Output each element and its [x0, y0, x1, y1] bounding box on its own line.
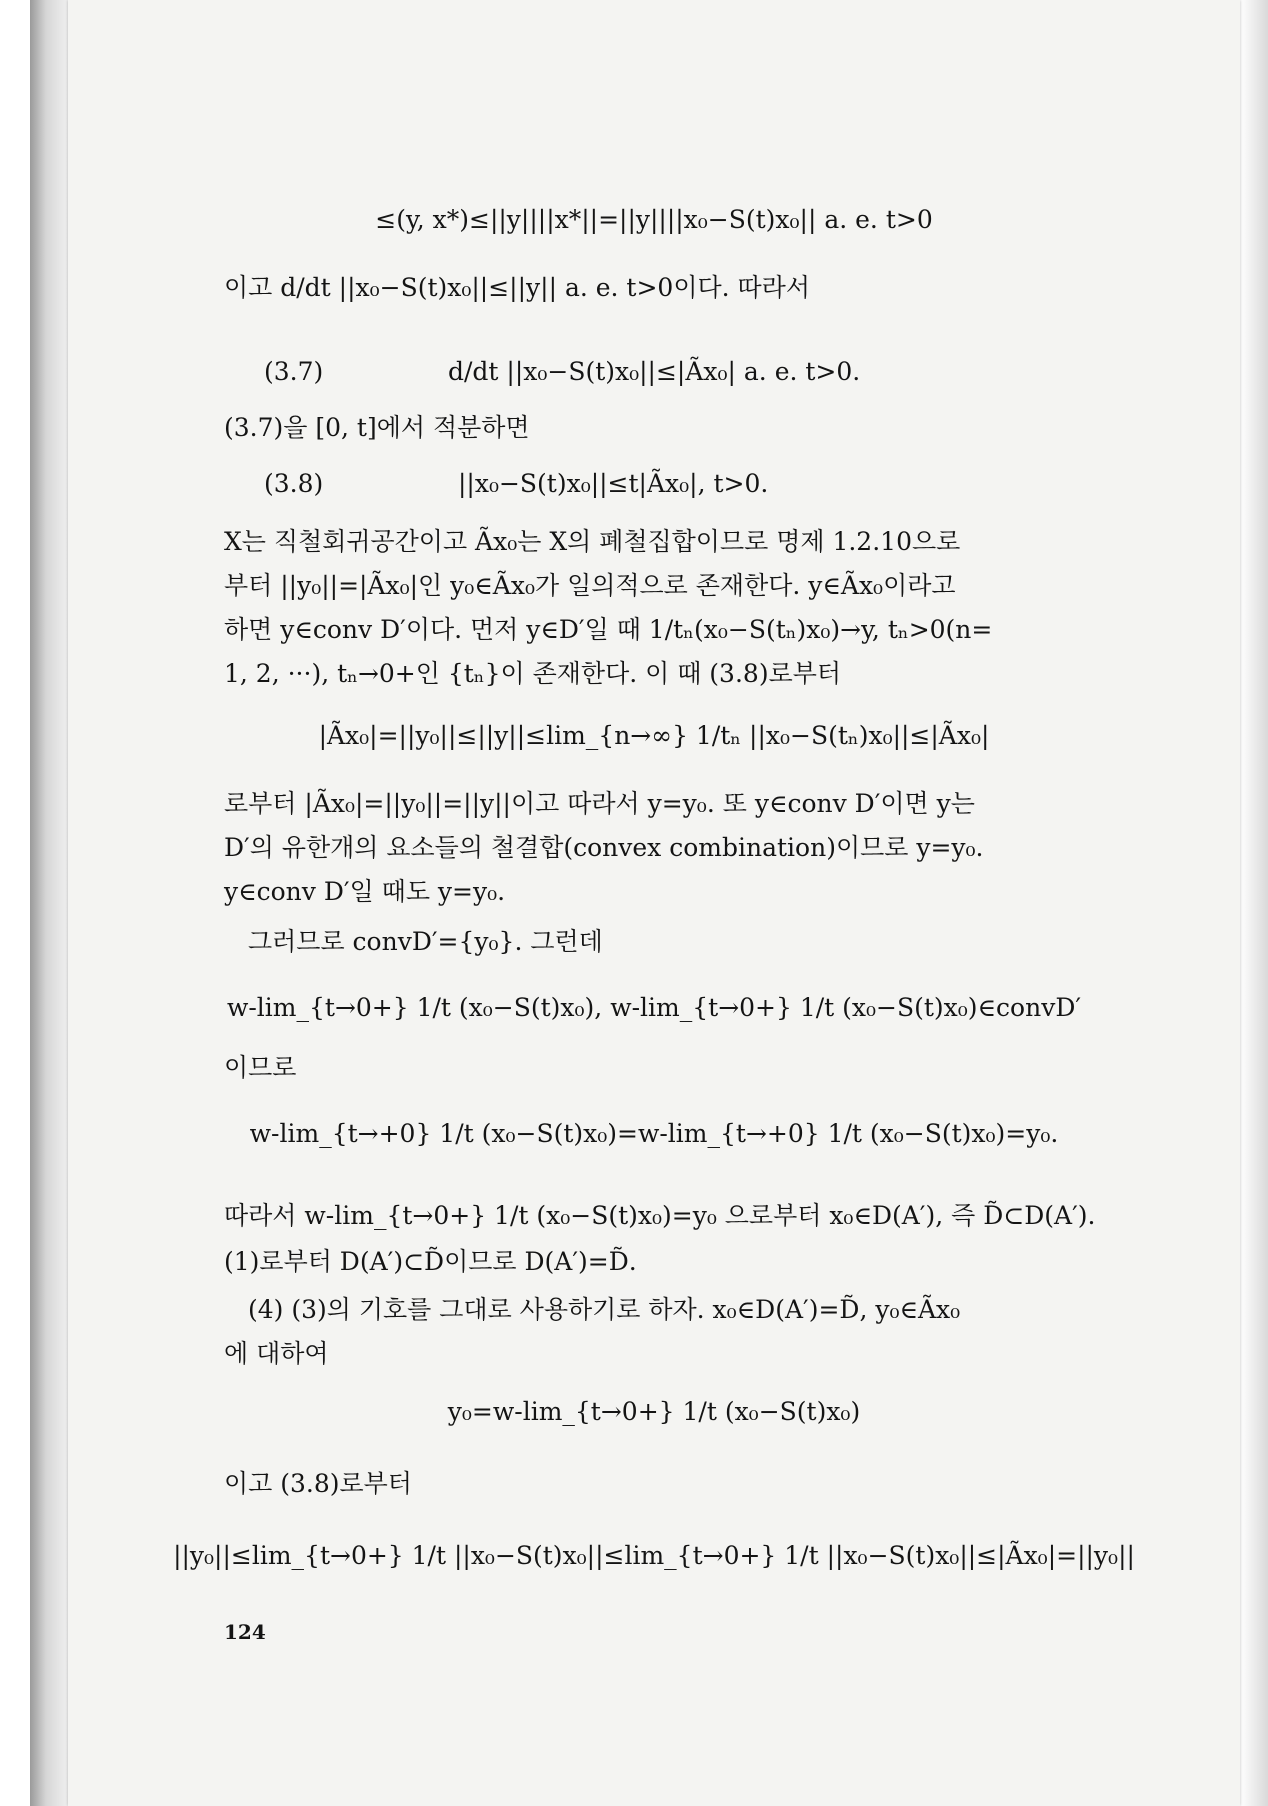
paragraph-line-1: X는 직철회귀공간이고 Ãx₀는 X의 폐철집합이므로 명제 1.2.10으로	[224, 527, 961, 556]
text-line-integrate: (3.7)을 [0, t]에서 적분하면	[224, 413, 530, 442]
book-spine-shadow	[30, 0, 70, 1806]
paragraph-line-8: 그러므로 convD′={y₀}. 그런데	[248, 927, 603, 956]
display-equation-wlim-1: w-lim_{t→0+} 1/t (x₀−S(t)x₀), w-lim_{t→0+} 1/t (x₀−S(t)x₀)∈convD′	[226, 993, 1082, 1022]
paragraph-line-4: 1, 2, ···), tₙ→0+인 {tₙ}이 존재한다. 이 때 (3.8)로부터	[224, 659, 842, 688]
page-edge-shadow	[1240, 0, 1268, 1806]
page-number: 124	[224, 1620, 266, 1644]
equation-number-3-7: (3.7)	[264, 357, 324, 386]
paragraph-line-11: (4) (3)의 기호를 그대로 사용하기로 하자. x₀∈D(A′)=D̃, y₀∈Ãx₀	[248, 1295, 961, 1324]
display-equation-limit: |Ãx₀|=||y₀||≤||y||≤lim_{n→∞} 1/tₙ ||x₀−S(tₙ)x₀||≤|Ãx₀|	[318, 721, 990, 750]
equation-3-8: ||x₀−S(t)x₀||≤t|Ãx₀|, t>0.	[458, 469, 769, 498]
text-line-from-3-8: 이고 (3.8)로부터	[224, 1469, 412, 1498]
paragraph-line-2: 부터 ||y₀||=|Ãx₀|인 y₀∈Ãx₀가 일의적으로 존재한다. y∈Ãx₀이라고	[224, 571, 956, 600]
display-equation-wlim-2: w-lim_{t→+0} 1/t (x₀−S(t)x₀)=w-lim_{t→+0} 1/t (x₀−S(t)x₀)=y₀.	[249, 1119, 1059, 1148]
text-line-therefore: 이므로	[224, 1053, 297, 1082]
text-line-2: 이고 d/dt ||x₀−S(t)x₀||≤||y|| a. e. t>0이다. 따라서	[224, 273, 810, 302]
paragraph-line-6: D′의 유한개의 요소들의 철결합(convex combination)이므로 y=y₀.	[224, 833, 984, 862]
equation-line-1: ≤(y, x*)≤||y||||x*||=||y||||x₀−S(t)x₀|| a. e. t>0	[375, 205, 933, 234]
paragraph-line-5: 로부터 |Ãx₀|=||y₀||=||y||이고 따라서 y=y₀. 또 y∈conv D′이면 y는	[224, 789, 975, 818]
book-page	[68, 0, 1240, 1806]
display-equation-y0: y₀=w-lim_{t→0+} 1/t (x₀−S(t)x₀)	[447, 1397, 861, 1426]
paragraph-line-3: 하면 y∈conv D′이다. 먼저 y∈D′일 때 1/tₙ(x₀−S(tₙ)x₀)→y, tₙ>0(n=	[224, 615, 993, 644]
paragraph-line-10: (1)로부터 D(A′)⊂D̃이므로 D(A′)=D̃.	[224, 1247, 637, 1276]
display-equation-norm: ||y₀||≤lim_{t→0+} 1/t ||x₀−S(t)x₀||≤lim_{t→0+} 1/t ||x₀−S(t)x₀||≤|Ãx₀|=||y₀||	[173, 1541, 1135, 1570]
equation-number-3-8: (3.8)	[264, 469, 324, 498]
equation-3-7: d/dt ||x₀−S(t)x₀||≤|Ãx₀| a. e. t>0.	[448, 357, 861, 386]
paragraph-line-7: y∈conv D′일 때도 y=y₀.	[224, 877, 506, 906]
paragraph-line-9: 따라서 w-lim_{t→0+} 1/t (x₀−S(t)x₀)=y₀ 으로부터 x₀∈D(A′), 즉 D̃⊂D(A′).	[224, 1201, 1096, 1230]
paragraph-line-12: 에 대하여	[224, 1339, 329, 1368]
